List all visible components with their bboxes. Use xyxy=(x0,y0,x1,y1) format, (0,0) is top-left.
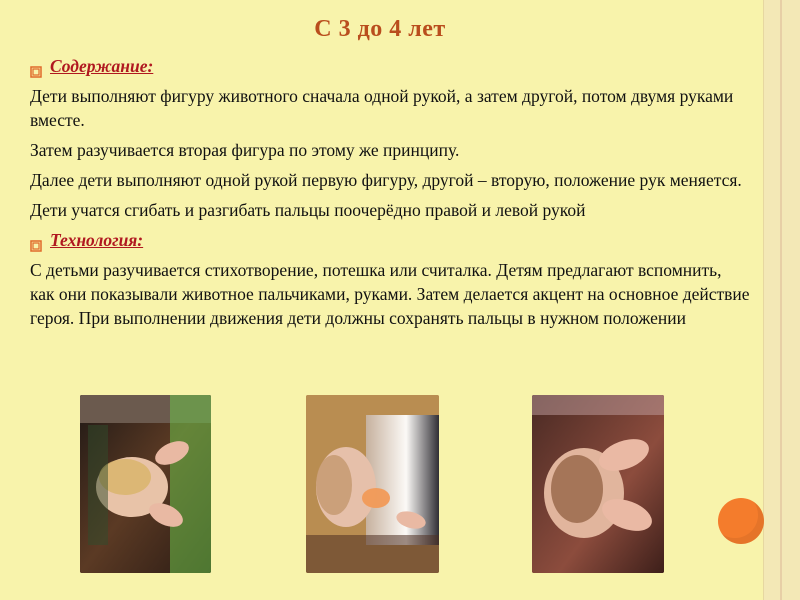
child-hand-photo-3 xyxy=(532,395,664,573)
section-content xyxy=(30,54,750,78)
photo-strip xyxy=(80,395,680,575)
child-hand-photo-1 xyxy=(80,395,211,573)
paragraph: Далее дети выполняют одной рукой первую фигуру, другой – вторую, положение рук меняется. xyxy=(30,170,742,190)
paragraph: Затем разучивается вторая фигура по этому же принципу. xyxy=(30,140,460,160)
bullet-icon xyxy=(30,60,42,72)
paragraph: Дети учатся сгибать и разгибать пальцы поочерёдно правой и левой рукой xyxy=(30,200,586,220)
child-hand-photo-2 xyxy=(306,395,439,573)
bullet-icon xyxy=(30,234,42,246)
paragraph: С детьми разучивается стихотворение, потешка или считалка. Детям предлагают вспомнить, как они показывали животное пальчиками, руками. Затем делается акцент на основное действие героя. При выполнении движения дети должны сохранять пальцы в нужном положении xyxy=(30,260,750,328)
paragraph: Дети выполняют фигуру животного сначала одной рукой, а затем другой, потом двумя руками вместе. xyxy=(30,86,734,130)
section-heading: Содержание: xyxy=(50,56,154,76)
right-decorative-line xyxy=(780,0,782,600)
decorative-orange-dot xyxy=(718,498,764,544)
content xyxy=(30,54,750,330)
slide-title: С 3 до 4 лет xyxy=(314,16,446,42)
section-heading: Технология: xyxy=(50,230,144,250)
section-technology xyxy=(30,228,750,252)
